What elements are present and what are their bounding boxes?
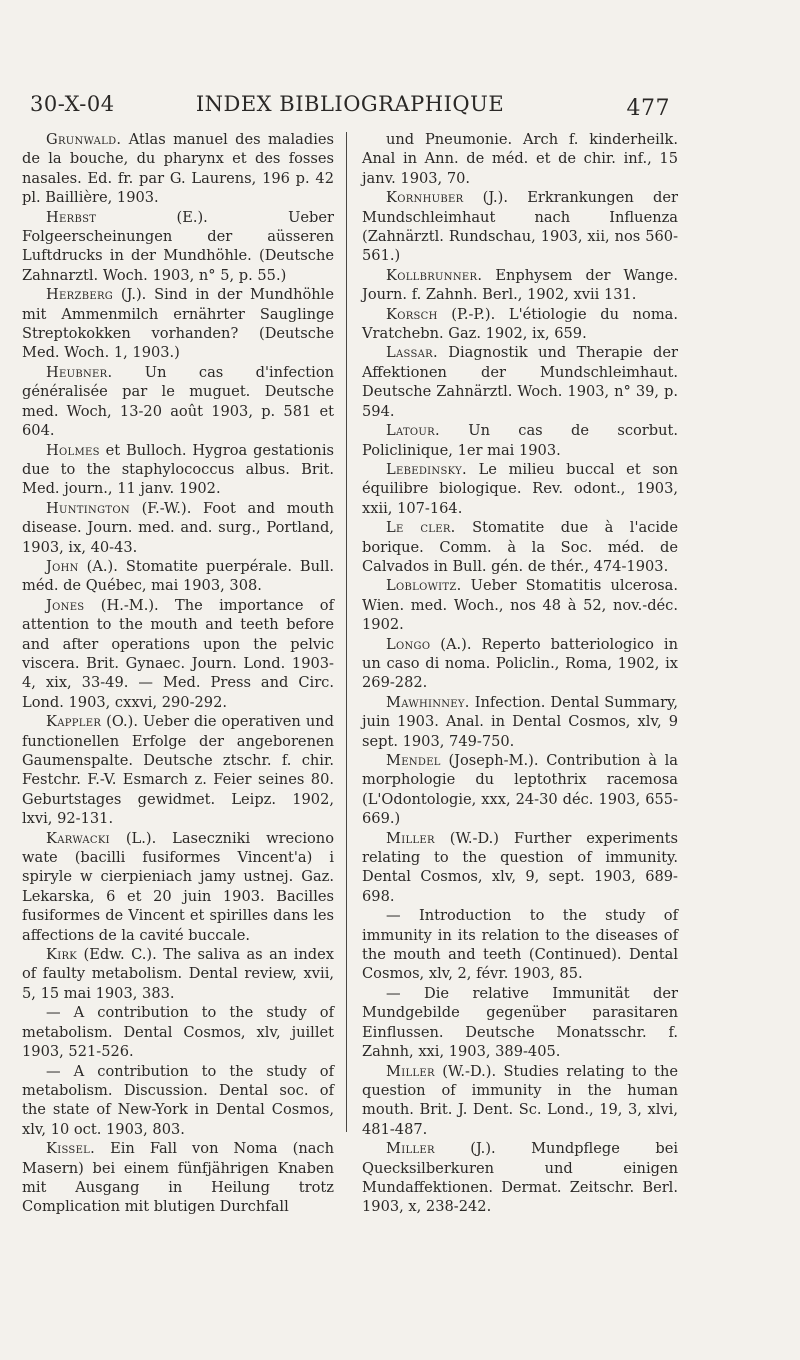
bibliography-entry bbox=[22, 441, 334, 499]
entry-author: Mendel bbox=[386, 752, 441, 769]
bibliography-entry bbox=[22, 1003, 334, 1061]
entry-text: et Bulloch. Hygroa gestationis due to the staphylococcus albus. Brit. Med. journ., 11 janv. 1902. bbox=[22, 441, 334, 498]
entry-text: Un cas de scorbut. Policlinique, 1er mai 1903. bbox=[362, 422, 678, 459]
entry-author: Grunwald. bbox=[46, 131, 122, 148]
entry-author: Lassar. bbox=[386, 344, 438, 362]
bibliography-entry bbox=[22, 499, 334, 557]
entry-author: Holmes bbox=[46, 441, 100, 459]
running-title: INDEX BIBLIOGRAPHIQUE bbox=[195, 92, 505, 116]
entry-author: Kollbrunner. bbox=[386, 266, 483, 284]
page-header bbox=[30, 92, 670, 124]
entry-text: (W.-D.) Further experiments relating to the question of immunity. Dental Cosmos, xlv, 9, sept. 1903, 689-698. bbox=[362, 829, 678, 905]
entry-text: — Die relative Immunität der Mundgebilde gegenüber parasitaren Einflussen. Deutsche Monatsschr. f. Zahnh, xxi, 1903, 389-405. bbox=[362, 984, 678, 1061]
entry-text: (J.). Erkrankungen der Mundschleimhaut nach Influenza (Zahnärztl. Rundschau, 1903, xii, nos 560-561.) bbox=[362, 189, 678, 265]
entry-author: Kirk bbox=[46, 946, 78, 964]
entry-text: (A.). Reperto batteriologico in un caso di noma. Policlin., Roma, 1902, ix 269-282. bbox=[362, 635, 678, 692]
bibliography-entry bbox=[22, 596, 334, 712]
bibliography-entry bbox=[22, 130, 334, 208]
entry-author: Kornhuber bbox=[386, 189, 464, 207]
entry-text: (A.). Stomatite puerpérale. Bull. méd. de Québec, mai 1903, 308. bbox=[22, 557, 334, 595]
entry-author: Lebedinsky. bbox=[386, 460, 467, 478]
bibliography-entry bbox=[362, 693, 678, 751]
entry-author: Kappler bbox=[46, 713, 102, 731]
bibliography-entry bbox=[22, 945, 334, 1003]
bibliography-entry bbox=[22, 208, 334, 286]
bibliography-entry bbox=[362, 635, 678, 693]
entry-author: Jones bbox=[46, 596, 85, 614]
entry-text: (Joseph-M.). Contribution à la morphologie du leptothrix racemosa (L'Odontologie, xxx, 24-30 déc. 1903, 655-669.) bbox=[362, 752, 678, 828]
entry-author: Le cler. bbox=[386, 519, 456, 537]
entry-author: Herzberg bbox=[46, 286, 114, 304]
entry-text: Stomatite due à l'acide borique. Comm. à la Soc. méd. de Calvados in Bull. gén. de thér., 474-1903. bbox=[362, 519, 678, 575]
entry-text: (E.). Ueber Folgeerscheinungen der aüsseren Luftdrucks in der Mundhöhle. (Deutsche Zahnarztl. Woch. 1903, n° 5, p. 55.) bbox=[22, 208, 334, 284]
entry-author: Heubner. bbox=[46, 363, 113, 381]
entry-author: Latour. bbox=[386, 422, 440, 440]
column-divider bbox=[346, 132, 347, 1132]
bibliography-entry bbox=[362, 518, 678, 576]
entry-author: Miller bbox=[386, 1062, 435, 1080]
left-column bbox=[22, 130, 334, 1217]
bibliography-entry bbox=[362, 421, 678, 460]
entry-text: Un cas d'infection généralisée par le muguet. Deutsche med. Woch, 13-20 août 1903, p. 581 et 604. bbox=[22, 363, 334, 440]
entry-text: Infection. Dental Summary, juin 1903. Anal. in Dental Cosmos, xlv, 9 sept. 1903, 749-750. bbox=[362, 693, 678, 750]
entry-text: Ein Fall von Noma (nach Masern) bei einem fünfjährigen Knaben mit Ausgang in Heilung trotz Complication mit blutigen Durchfall bbox=[22, 1140, 334, 1216]
entry-author: Herbst bbox=[46, 208, 97, 226]
entry-author: Mawhinney. bbox=[386, 693, 470, 711]
entry-text: Atlas manuel des maladies de la bouche, du pharynx et des fosses nasales. Ed. fr. par G. Laurens, 196 p. 42 pl. Baillière, 1903. bbox=[22, 131, 334, 207]
bibliography-entry bbox=[362, 1139, 678, 1217]
entry-author: Huntington bbox=[46, 499, 130, 517]
entry-author: Kissel. bbox=[46, 1140, 96, 1158]
entry-text: (P.-P.). L'étiologie du noma. Vratchebn. Gaz. 1902, ix, 659. bbox=[362, 305, 678, 343]
bibliography-entry bbox=[362, 906, 678, 984]
entry-text: — A contribution to the study of metabolism. Discussion. Dental soc. of the state of New-York in Dental Cosmos, xlv, 10 oct. 1903, 803. bbox=[22, 1062, 334, 1138]
bibliography-entry bbox=[362, 1062, 678, 1140]
entry-text: (O.). Ueber die operativen und functionellen Erfolge der angeborenen Gaumenspalte. Deutsche ztschr. f. chir. Festchr. F.-V. Esmarch z. Feier seines 80. Geburtstages gewidmet. Leipz. 1902, lxvi, 92-131. bbox=[22, 713, 334, 828]
entry-text: — Introduction to the study of immunity in its relation to the diseases of the mouth and teeth (Continued). Dental Cosmos, xlv, 2, févr. 1903, 85. bbox=[362, 907, 678, 983]
entry-text: (F.-W.). Foot and mouth disease. Journ. med. and. surg., Portland, 1903, ix, 40-43. bbox=[22, 499, 334, 556]
bibliography-entry bbox=[362, 576, 678, 634]
right-column bbox=[362, 130, 678, 1217]
entry-text: (J.). Sind in der Mundhöhle mit Ammenmilch ernährter Sauglinge Streptokokken vorhanden? (Deutsche Med. Woch. 1, 1903.) bbox=[22, 286, 334, 362]
bibliography-entry bbox=[22, 363, 334, 441]
entry-text: Le milieu buccal et son équilibre biologique. Rev. odont., 1903, xxii, 107-164. bbox=[362, 460, 678, 517]
entry-text: (J.). Mundpflege bei Quecksilberkuren und einigen Mundaffektionen. Dermat. Zeitschr. Berl. 1903, x, 238-242. bbox=[362, 1140, 678, 1216]
bibliography-entry bbox=[362, 343, 678, 421]
page-number: 477 bbox=[626, 96, 670, 121]
bibliography-entry bbox=[22, 1062, 334, 1140]
bibliography-entry bbox=[22, 712, 334, 828]
bibliography-entry bbox=[362, 460, 678, 518]
entry-text: Ueber Stomatitis ulcerosa. Wien. med. Woch., nos 48 à 52, nov.-déc. 1902. bbox=[362, 577, 678, 634]
entry-text: und Pneumonie. Arch f. kinderheilk. Anal in Ann. de méd. et de chir. inf., 15 janv. 1903, 70. bbox=[362, 131, 678, 187]
bibliography-entry bbox=[362, 751, 678, 829]
bibliography-entry bbox=[362, 829, 678, 907]
entry-author: John bbox=[46, 557, 79, 575]
entry-text: Diagnostik und Therapie der Affektionen der Mundschleimhaut. Deutsche Zahnärztl. Woch. 1903, n° 39, p. 594. bbox=[362, 344, 678, 420]
entry-text: — A contribution to the study of metabolism. Dental Cosmos, xlv, juillet 1903, 521-526. bbox=[22, 1004, 334, 1061]
bibliography-entry bbox=[362, 130, 678, 188]
entry-text: (H.-M.). The importance of attention to the mouth and teeth before and after operations upon the pelvic viscera. Brit. Gynaec. Journ. Lond. 1903-4, xix, 33-49. — Med. Press and Circ. Lond. 1903, cxxvi, 290-292. bbox=[22, 596, 334, 711]
bibliography-entry bbox=[22, 1139, 334, 1217]
entry-author: Korsch bbox=[386, 305, 438, 323]
bibliography-entry bbox=[362, 266, 678, 305]
entry-author: Karwacki bbox=[46, 829, 110, 847]
bibliography-entry bbox=[22, 285, 334, 363]
entry-text: (L.). Laseczniki wreciono wate (bacilli fusiformes Vincent'a) i spiryle w cierpieniach jamy ustnej. Gaz. Lekarska, 6 et 20 juin 1903. Bacilles fusiformes de Vincent et spirilles dans les affections de la cavité buccale. bbox=[22, 829, 334, 944]
entry-text: (Edw. C.). The saliva as an index of faulty metabolism. Dental review, xvii, 5, 15 mai 1903, 383. bbox=[22, 946, 334, 1002]
entry-author: Miller bbox=[386, 829, 435, 847]
entry-author: Longo bbox=[386, 635, 431, 653]
entry-author: Miller bbox=[386, 1140, 435, 1158]
entry-text: Enphysem der Wange. Journ. f. Zahnh. Berl., 1902, xvii 131. bbox=[362, 266, 678, 304]
bibliography-entry bbox=[362, 305, 678, 344]
bibliography-entry bbox=[22, 829, 334, 945]
bibliography-entry bbox=[22, 557, 334, 596]
header-date: 30-X-04 bbox=[30, 92, 115, 116]
bibliography-entry bbox=[362, 984, 678, 1062]
bibliography-entry bbox=[362, 188, 678, 266]
entry-author: Loblowitz. bbox=[386, 577, 462, 595]
entry-text: (W.-D.). Studies relating to the question of immunity in the human mouth. Brit. J. Dent. Sc. Lond., 19, 3, xlvi, 481-487. bbox=[362, 1062, 678, 1138]
